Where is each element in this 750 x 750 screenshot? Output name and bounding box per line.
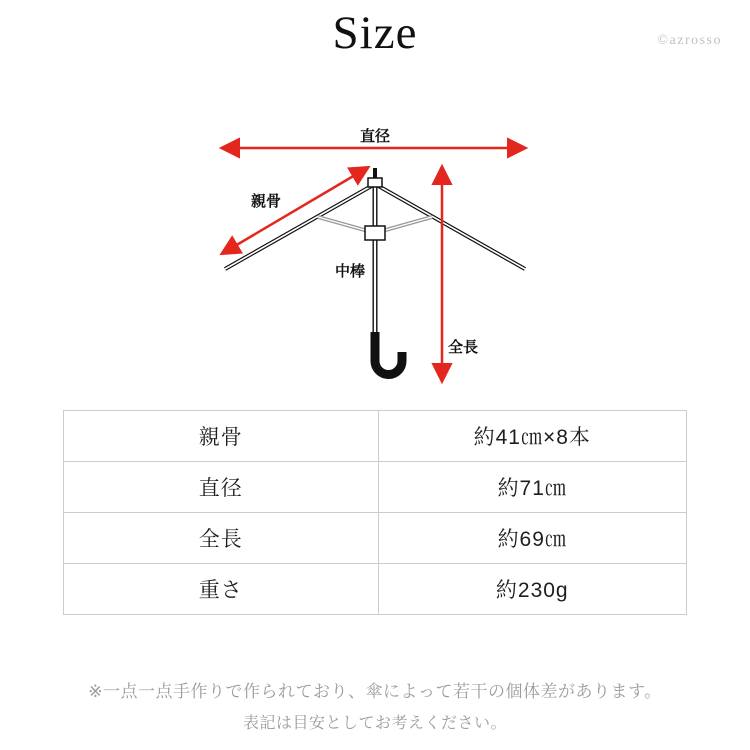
table-row [64,411,687,462]
table-row [64,462,687,513]
total-length-label: 全長 [448,339,479,356]
hook-handle [375,332,402,375]
spec-table [63,410,687,615]
spec-label: 直径 [64,462,379,513]
diameter-label: 直径 [359,128,391,145]
spec-label: 全長 [64,513,379,564]
spec-value: 約230g [378,564,687,615]
rib-label: 親骨 [250,193,282,210]
rib-arrow [223,168,367,253]
brand-watermark: ©azrosso [657,33,722,48]
footnote-line1: ※一点一点手作りで作られており、傘によって若干の個体差があります。 [88,682,662,701]
spec-value: 約69㎝ [378,513,687,564]
spec-value: 約71㎝ [378,462,687,513]
table-row [64,513,687,564]
table-row [64,564,687,615]
umbrella-diagram [150,100,600,400]
runner [365,226,385,240]
page-title: Size [332,7,418,59]
spec-value: 約41㎝×8本 [378,411,687,462]
shaft-label: 中棒 [334,263,366,280]
spec-label: 重さ [64,564,379,615]
spec-label: 親骨 [64,411,379,462]
footnote-line2: 表記は目安としてお考えください。 [242,715,507,732]
